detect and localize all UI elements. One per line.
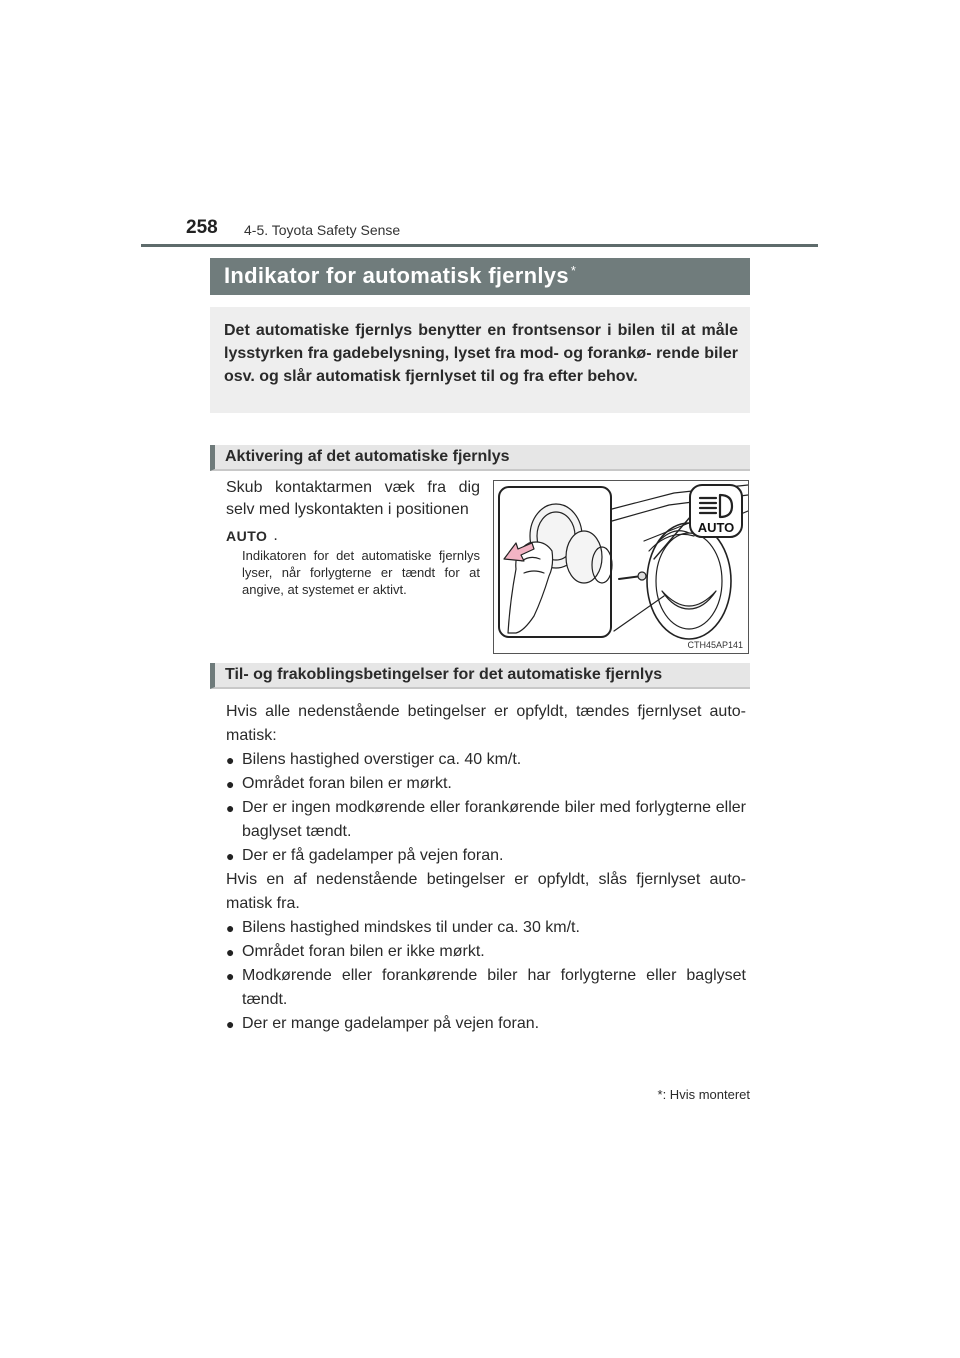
list-item-text: Der er ingen modkørende eller forankørende biler med forlygterne eller baglyset tændt. [242,799,746,840]
bullet-dot-icon: ● [226,944,235,960]
switch-ring [566,531,602,583]
on-intro: Hvis alle nedenstående betingelser er opfyldt, tændes fjernlyset auto- matisk: [226,703,746,744]
indicator-note: Indikatoren for det automatiske fjernlys lyser, når forlygterne er tændt for at angive, at systemet er aktivt. [242,548,480,597]
subheading-activation: Aktivering af det automatiske fjernlys [210,445,750,471]
dashboard-line [644,521,694,541]
stalk-tip [638,572,646,580]
activation-instruction [226,477,480,547]
figure-code: CTH45AP141 [687,640,743,650]
list-item [226,844,746,868]
bullet-dot-icon: ● [226,752,235,768]
bullet-dot-icon: ● [226,1016,235,1032]
footnote-text: : Hvis monteret [662,1087,750,1102]
dashboard-line [614,596,664,631]
list-item [226,772,746,796]
list-item [226,940,746,964]
indicator-auto-label: AUTO [697,520,735,535]
bullet-dot-icon: ● [226,776,235,792]
auto-position-line [226,525,480,547]
footnote-asterisk: * [657,1087,663,1102]
list-item-text: Området foran bilen er mørkt. [242,775,452,792]
auto-position-word: AUTO [226,528,268,544]
list-item-text: Området foran bilen er ikke mørkt. [242,943,485,960]
off-intro: Hvis en af nedenstående betingelser er opfyldt, slås fjernlyset auto- matisk fra. [226,871,746,912]
title-asterisk: * [570,263,577,278]
auto-position-suffix: . [273,527,278,544]
steering-hub [662,591,716,609]
bullet-dot-icon: ● [226,848,235,864]
main-title-text: Indikator for automatisk fjernlys [224,263,569,288]
list-item-text: Der er mange gadelamper på vejen foran. [242,1015,540,1032]
lever-illustration [494,481,748,653]
section-label: 4-5. Toyota Safety Sense [244,222,401,238]
list-item [226,1012,746,1036]
intro-box: Det automatiske fjernlys benytter en frontsensor i bilen til at måle lysstyrken fra gadebelysning, lyset fra mod- og forankø- rende biler osv. og slår automatisk fjernlyset til og fra efter behov. [210,307,750,413]
steering-wheel-inner [656,533,722,629]
bullet-dot-icon: ● [226,968,235,984]
list-item-text: Bilens hastighed overstiger ca. 40 km/t. [242,751,522,768]
bullet-dot-icon: ● [226,920,235,936]
header-rule [141,244,818,247]
bullet-dot-icon: ● [226,800,235,816]
list-item [226,796,746,844]
figure-lever-illustration [493,480,749,654]
list-item-text: Bilens hastighed mindskes til under ca. 30 km/t. [242,919,580,936]
list-item [226,916,746,940]
list-item [226,964,746,1012]
footnote [658,1087,750,1102]
main-title [210,258,750,295]
list-item-text: Modkørende eller forankørende biler har forlygterne eller baglyset tændt. [242,967,746,1008]
on-condition-list [226,748,746,868]
list-item [226,748,746,772]
conditions-body [226,700,746,1036]
instruction-text: Skub kontaktarmen væk fra dig selv med lyskontakten i positionen [226,479,480,518]
list-item-text: Der er få gadelamper på vejen foran. [242,847,504,864]
page-number: 258 [186,217,218,238]
subheading-conditions: Til- og frakoblingsbetingelser for det automatiske fjernlys [210,663,750,689]
off-condition-list [226,916,746,1036]
